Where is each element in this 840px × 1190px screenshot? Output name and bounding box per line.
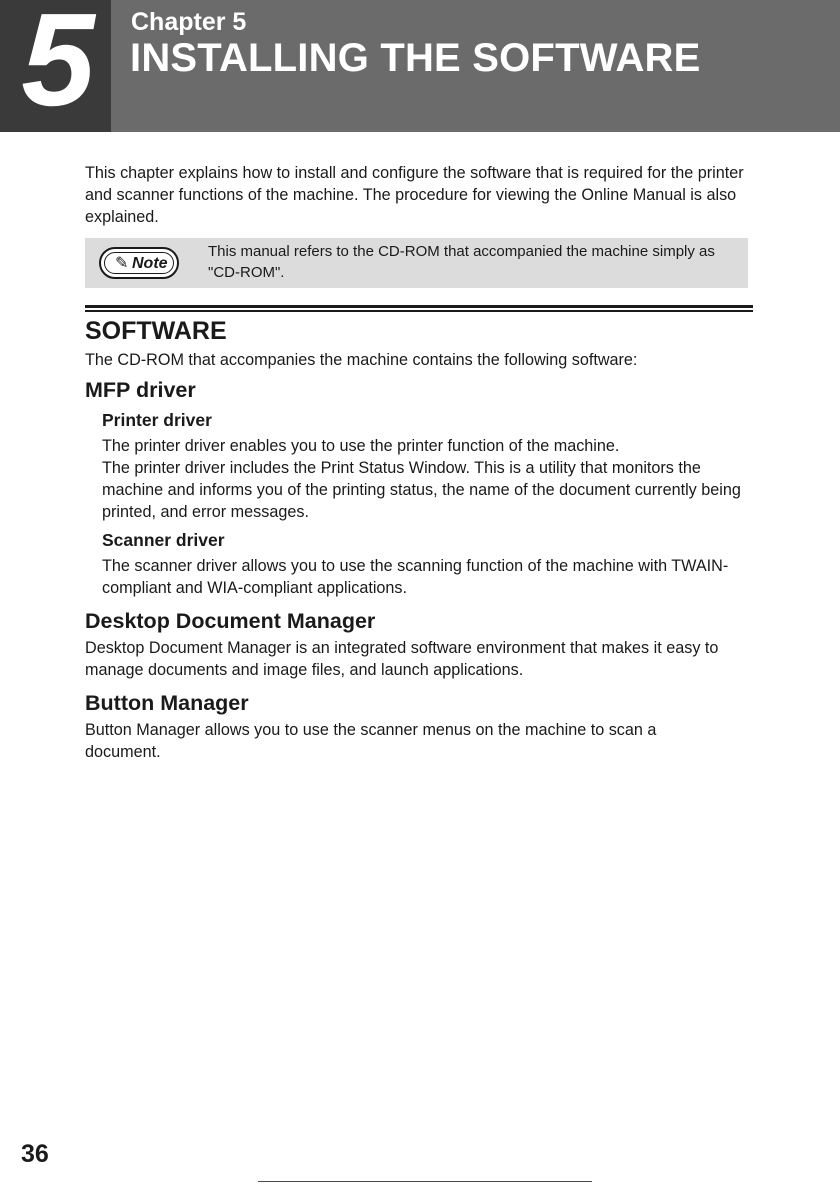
section-title-software: SOFTWARE [85, 317, 227, 345]
section-divider-thin [85, 310, 753, 312]
software-intro: The CD-ROM that accompanies the machine contains the following software: [85, 351, 638, 369]
heading-button-manager: Button Manager [85, 691, 249, 715]
heading-mfp-driver: MFP driver [85, 378, 196, 402]
heading-printer-driver: Printer driver [102, 410, 212, 430]
note-badge-inner [104, 252, 174, 274]
printer-driver-text-2: The printer driver includes the Print Status Window. This is a utility that monitors the machine and informs you of the printing status, the name of the document currently being printed, and error messages. [102, 459, 741, 521]
chapter-intro: This chapter explains how to install and configure the software that is required for the printer and scanner functions of the machine. The procedure for viewing the Online Manual is also explained. [85, 164, 744, 226]
scanner-driver-text: The scanner driver allows you to use the scanning function of the machine with TWAIN-compliant and WIA-compliant applications. [102, 557, 729, 597]
footer-link-line[interactable] [258, 1181, 592, 1182]
desktop-document-manager-text: Desktop Document Manager is an integrated software environment that makes it easy to manage documents and image files, and launch applications. [85, 639, 719, 679]
heading-desktop-document-manager: Desktop Document Manager [85, 609, 376, 633]
chapter-title: INSTALLING THE SOFTWARE [130, 36, 701, 80]
chapter-number: 5 [21, 0, 95, 133]
note-label: Note [132, 255, 168, 272]
section-divider-thick [85, 305, 753, 308]
chapter-header [0, 0, 840, 132]
printer-driver-text-1: The printer driver enables you to use the printer function of the machine. [102, 437, 620, 455]
chapter-number-box [0, 0, 111, 132]
chapter-label: Chapter 5 [131, 8, 247, 36]
button-manager-text: Button Manager allows you to use the scanner menus on the machine to scan a document. [85, 721, 657, 761]
note-text: This manual refers to the CD-ROM that accompanied the machine simply as "CD-ROM". [208, 243, 715, 281]
page-number: 36 [21, 1140, 49, 1168]
note-box [85, 238, 748, 288]
pencil-icon: ✎ [115, 255, 129, 272]
note-badge [99, 247, 179, 279]
heading-scanner-driver: Scanner driver [102, 530, 225, 550]
